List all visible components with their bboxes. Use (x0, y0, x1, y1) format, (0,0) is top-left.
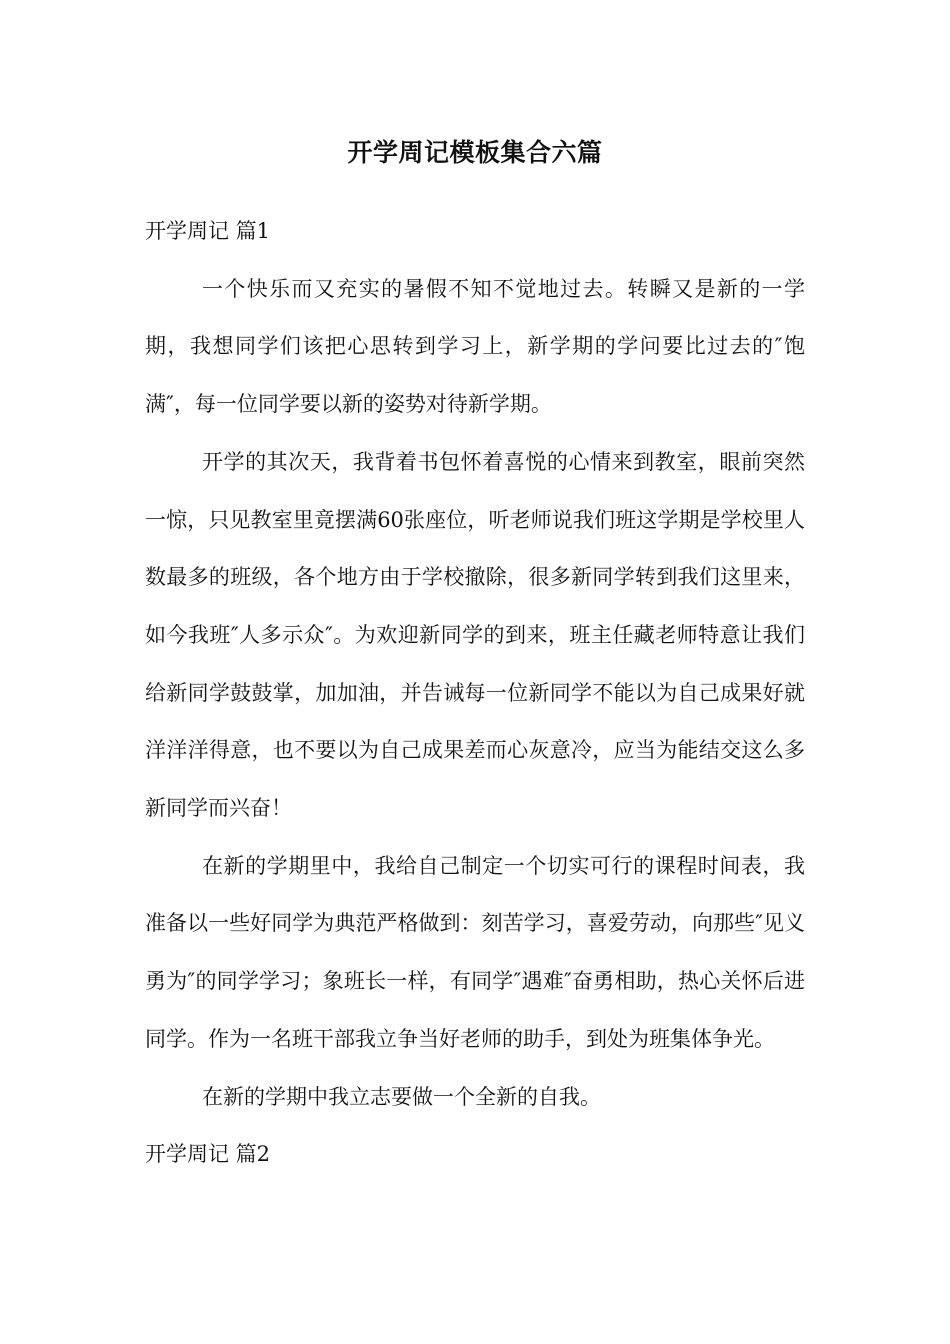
section-heading-2: 开学周记 篇2 (145, 1142, 271, 1167)
paragraph-1: 一个快乐而又充实的暑假不知不觉地过去。转瞬又是新的一学期，我想同学们该把心思转到学习上，新学期的学问要比过去的″饱满″，每一位同学要以新的姿势对待新学期。 (145, 276, 805, 417)
paragraph-4: 在新的学期中我立志要做一个全新的自我。 (202, 1084, 601, 1109)
section-heading-1: 开学周记 篇1 (145, 219, 271, 243)
paragraph-3: 在新的学期里中，我给自己制定一个切实可行的课程时间表，我准备以一些好同学为典范严格做到：刻苦学习，喜爱劳动，向那些″见义勇为″的同学学习；象班长一样，有同学″遇难″奋勇相助，热心关怀后进同学。作为一名班干部我立争当好老师的助手，到处为班集体争光。 (145, 853, 805, 1051)
paragraph-2: 开学的其次天，我背着书包怀着喜悦的心情来到教室，眼前突然一惊，只见教室里竟摆满60张座位，听老师说我们班这学期是学校里人数最多的班级，各个地方由于学校撤除，很多新同学转到我们这里来，如今我班″人多示众″。为欢迎新同学的到来，班主任藏老师特意让我们给新同学鼓鼓掌，加加油，并告诫每一位新同学不能以为自己成果好就洋洋洋得意，也不要以为自己成果差而心灰意冷，应当为能结交这么多新同学而兴奋！ (145, 449, 805, 821)
document-title: 开学周记模板集合六篇 (347, 138, 603, 167)
document-body (145, 203, 805, 1184)
